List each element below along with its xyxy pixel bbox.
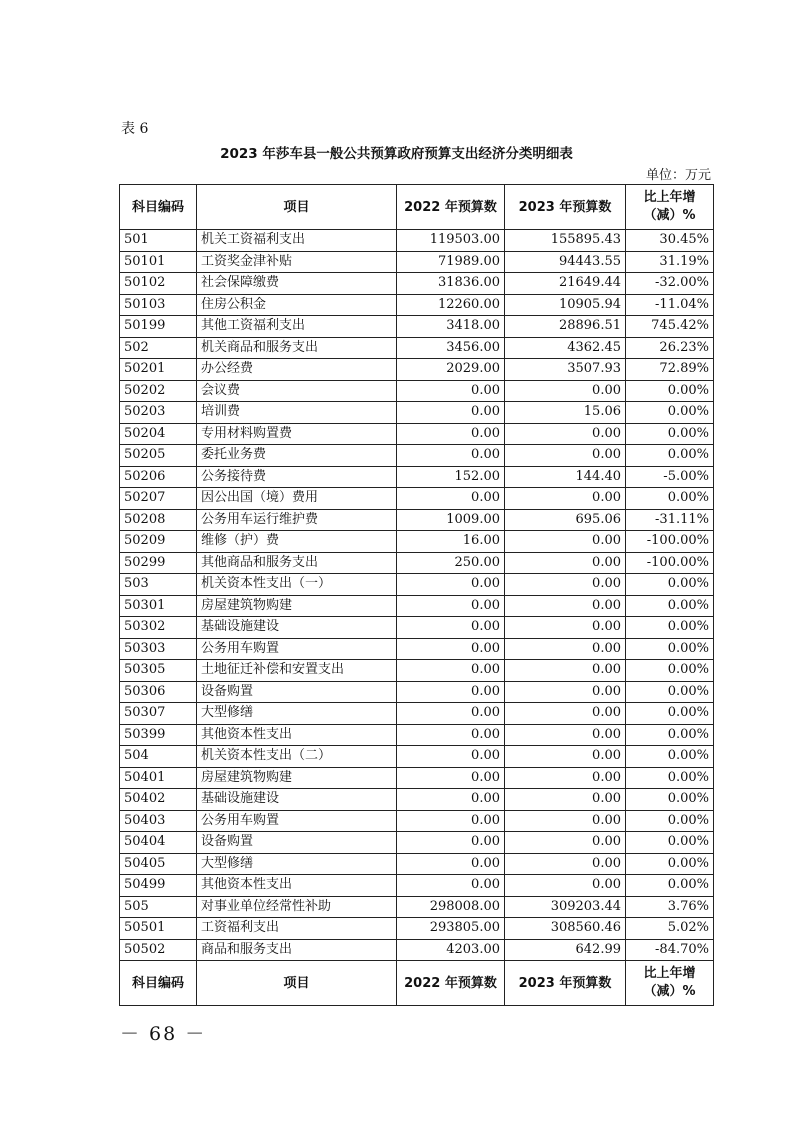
cell-budget-2023: 0.00 (505, 574, 626, 596)
cell-budget-2022: 0.00 (397, 767, 505, 789)
cell-budget-2023: 0.00 (505, 746, 626, 768)
cell-item: 其他资本性支出 (197, 875, 397, 897)
cell-item: 大型修缮 (197, 853, 397, 875)
table-row (120, 359, 714, 381)
cell-code: 501 (120, 230, 197, 252)
cell-code: 50403 (120, 810, 197, 832)
table-row (120, 251, 714, 273)
cell-item: 房屋建筑物购建 (197, 767, 397, 789)
table-row (120, 660, 714, 682)
cell-code: 50203 (120, 402, 197, 424)
footer-header-code: 科目编码 (120, 961, 197, 1006)
cell-code: 503 (120, 574, 197, 596)
cell-change: 0.00% (626, 660, 714, 682)
cell-change: 0.00% (626, 617, 714, 639)
document-title: 2023 年莎车县一般公共预算政府预算支出经济分类明细表 (220, 146, 573, 162)
cell-budget-2022: 0.00 (397, 681, 505, 703)
cell-code: 50204 (120, 423, 197, 445)
header-row (120, 185, 714, 230)
cell-budget-2023: 10905.94 (505, 294, 626, 316)
table-row (120, 896, 714, 918)
table-row (120, 509, 714, 531)
cell-budget-2023: 0.00 (505, 853, 626, 875)
header-item: 项目 (197, 185, 397, 230)
cell-change: 0.00% (626, 445, 714, 467)
cell-budget-2022: 0.00 (397, 595, 505, 617)
cell-budget-2022: 31836.00 (397, 273, 505, 295)
cell-budget-2022: 250.00 (397, 552, 505, 574)
table-row (120, 918, 714, 940)
cell-budget-2022: 2029.00 (397, 359, 505, 381)
cell-item: 专用材料购置费 (197, 423, 397, 445)
table-row (120, 939, 714, 961)
header-code: 科目编码 (120, 185, 197, 230)
cell-item: 设备购置 (197, 681, 397, 703)
cell-budget-2023: 144.40 (505, 466, 626, 488)
cell-budget-2022: 0.00 (397, 789, 505, 811)
cell-code: 50206 (120, 466, 197, 488)
cell-item: 机关资本性支出（二） (197, 746, 397, 768)
cell-code: 50402 (120, 789, 197, 811)
cell-code: 50208 (120, 509, 197, 531)
cell-item: 机关资本性支出（一） (197, 574, 397, 596)
cell-change: 31.19% (626, 251, 714, 273)
cell-code: 50401 (120, 767, 197, 789)
cell-change: 0.00% (626, 681, 714, 703)
cell-change: 0.00% (626, 875, 714, 897)
cell-code: 50404 (120, 832, 197, 854)
cell-budget-2023: 21649.44 (505, 273, 626, 295)
cell-change: 0.00% (626, 703, 714, 725)
cell-change: -11.04% (626, 294, 714, 316)
table-label: 表 6 (121, 121, 149, 137)
budget-table (119, 184, 714, 1006)
cell-item: 工资奖金津补贴 (197, 251, 397, 273)
table-row (120, 574, 714, 596)
table-row (120, 294, 714, 316)
page-number: － 68 － (120, 1023, 207, 1045)
cell-change: 0.00% (626, 488, 714, 510)
cell-budget-2022: 0.00 (397, 810, 505, 832)
cell-code: 50307 (120, 703, 197, 725)
table-row (120, 853, 714, 875)
footer-header-change (626, 961, 714, 1006)
cell-budget-2023: 0.00 (505, 789, 626, 811)
cell-item: 委托业务费 (197, 445, 397, 467)
cell-budget-2023: 0.00 (505, 423, 626, 445)
cell-item: 基础设施建设 (197, 789, 397, 811)
header-change-line1: 比上年增 (643, 190, 696, 205)
cell-item: 商品和服务支出 (197, 939, 397, 961)
cell-change: 0.00% (626, 789, 714, 811)
table-row (120, 703, 714, 725)
cell-item: 公务用车购置 (197, 638, 397, 660)
cell-budget-2023: 155895.43 (505, 230, 626, 252)
cell-budget-2023: 0.00 (505, 617, 626, 639)
cell-item: 公务用车购置 (197, 810, 397, 832)
cell-change: 0.00% (626, 810, 714, 832)
table-row (120, 552, 714, 574)
cell-code: 50103 (120, 294, 197, 316)
cell-code: 502 (120, 337, 197, 359)
cell-code: 50302 (120, 617, 197, 639)
cell-item: 机关工资福利支出 (197, 230, 397, 252)
table-row (120, 488, 714, 510)
footer-header-item: 项目 (197, 961, 397, 1006)
table-row (120, 337, 714, 359)
cell-change: 30.45% (626, 230, 714, 252)
cell-item: 公务接待费 (197, 466, 397, 488)
cell-item: 基础设施建设 (197, 617, 397, 639)
table-row (120, 466, 714, 488)
cell-budget-2023: 0.00 (505, 660, 626, 682)
cell-budget-2022: 0.00 (397, 423, 505, 445)
table-row (120, 402, 714, 424)
table-row (120, 724, 714, 746)
table-row (120, 595, 714, 617)
cell-change: 0.00% (626, 746, 714, 768)
cell-budget-2022: 0.00 (397, 402, 505, 424)
table-row (120, 380, 714, 402)
cell-code: 50102 (120, 273, 197, 295)
cell-budget-2023: 0.00 (505, 638, 626, 660)
cell-item: 因公出国（境）费用 (197, 488, 397, 510)
cell-budget-2022: 0.00 (397, 703, 505, 725)
cell-item: 住房公积金 (197, 294, 397, 316)
table-row (120, 445, 714, 467)
cell-change: 0.00% (626, 832, 714, 854)
cell-budget-2022: 71989.00 (397, 251, 505, 273)
footer-header-row (120, 961, 714, 1006)
cell-change: 0.00% (626, 574, 714, 596)
cell-change: -31.11% (626, 509, 714, 531)
cell-budget-2022: 0.00 (397, 488, 505, 510)
cell-item: 公务用车运行维护费 (197, 509, 397, 531)
cell-change: 745.42% (626, 316, 714, 338)
cell-budget-2022: 0.00 (397, 574, 505, 596)
cell-code: 50306 (120, 681, 197, 703)
footer-header-budget-2022: 2022 年预算数 (397, 961, 505, 1006)
table-row (120, 832, 714, 854)
cell-budget-2023: 0.00 (505, 552, 626, 574)
cell-budget-2022: 12260.00 (397, 294, 505, 316)
table-row (120, 746, 714, 768)
cell-budget-2023: 28896.51 (505, 316, 626, 338)
cell-budget-2023: 0.00 (505, 445, 626, 467)
cell-budget-2023: 94443.55 (505, 251, 626, 273)
cell-budget-2022: 16.00 (397, 531, 505, 553)
cell-item: 房屋建筑物购建 (197, 595, 397, 617)
cell-item: 土地征迁补偿和安置支出 (197, 660, 397, 682)
cell-budget-2023: 0.00 (505, 767, 626, 789)
cell-code: 50405 (120, 853, 197, 875)
cell-change: 0.00% (626, 380, 714, 402)
cell-item: 设备购置 (197, 832, 397, 854)
cell-budget-2023: 308560.46 (505, 918, 626, 940)
table-row (120, 810, 714, 832)
cell-change: 5.02% (626, 918, 714, 940)
table-row (120, 767, 714, 789)
cell-change: 0.00% (626, 724, 714, 746)
cell-change: 72.89% (626, 359, 714, 381)
table-row (120, 316, 714, 338)
cell-code: 50502 (120, 939, 197, 961)
cell-budget-2022: 0.00 (397, 724, 505, 746)
cell-item: 办公经费 (197, 359, 397, 381)
cell-budget-2022: 0.00 (397, 617, 505, 639)
cell-item: 工资福利支出 (197, 918, 397, 940)
cell-budget-2022: 152.00 (397, 466, 505, 488)
cell-change: 0.00% (626, 767, 714, 789)
cell-budget-2023: 0.00 (505, 810, 626, 832)
cell-code: 50399 (120, 724, 197, 746)
footer-header-change-line2: （减）% (643, 984, 696, 999)
cell-budget-2023: 0.00 (505, 488, 626, 510)
cell-item: 社会保障缴费 (197, 273, 397, 295)
table-row (120, 230, 714, 252)
cell-code: 50305 (120, 660, 197, 682)
cell-item: 其他商品和服务支出 (197, 552, 397, 574)
unit-label: 单位：万元 (645, 168, 711, 183)
table-body (120, 230, 714, 961)
cell-code: 50301 (120, 595, 197, 617)
table-row (120, 531, 714, 553)
cell-code: 50201 (120, 359, 197, 381)
cell-budget-2023: 3507.93 (505, 359, 626, 381)
cell-change: 26.23% (626, 337, 714, 359)
cell-budget-2022: 293805.00 (397, 918, 505, 940)
header-budget-2022: 2022 年预算数 (397, 185, 505, 230)
cell-code: 50303 (120, 638, 197, 660)
cell-code: 50101 (120, 251, 197, 273)
cell-budget-2023: 695.06 (505, 509, 626, 531)
header-change-line2: （减）% (643, 208, 696, 223)
cell-code: 50199 (120, 316, 197, 338)
cell-item: 培训费 (197, 402, 397, 424)
cell-budget-2022: 3418.00 (397, 316, 505, 338)
cell-budget-2023: 309203.44 (505, 896, 626, 918)
cell-item: 其他资本性支出 (197, 724, 397, 746)
cell-budget-2023: 4362.45 (505, 337, 626, 359)
cell-change: -100.00% (626, 552, 714, 574)
cell-code: 505 (120, 896, 197, 918)
cell-budget-2023: 0.00 (505, 703, 626, 725)
cell-code: 50299 (120, 552, 197, 574)
cell-budget-2022: 1009.00 (397, 509, 505, 531)
cell-budget-2022: 3456.00 (397, 337, 505, 359)
table-row (120, 681, 714, 703)
cell-budget-2022: 119503.00 (397, 230, 505, 252)
cell-budget-2022: 0.00 (397, 853, 505, 875)
cell-change: 0.00% (626, 402, 714, 424)
cell-item: 会议费 (197, 380, 397, 402)
cell-code: 50501 (120, 918, 197, 940)
cell-code: 50207 (120, 488, 197, 510)
cell-change: 0.00% (626, 423, 714, 445)
cell-budget-2023: 15.06 (505, 402, 626, 424)
cell-budget-2022: 0.00 (397, 746, 505, 768)
cell-budget-2022: 0.00 (397, 638, 505, 660)
table-row (120, 638, 714, 660)
cell-budget-2023: 0.00 (505, 875, 626, 897)
table-row (120, 617, 714, 639)
cell-budget-2022: 0.00 (397, 875, 505, 897)
cell-change: -32.00% (626, 273, 714, 295)
table-row (120, 273, 714, 295)
cell-item: 其他工资福利支出 (197, 316, 397, 338)
cell-change: 0.00% (626, 595, 714, 617)
cell-item: 机关商品和服务支出 (197, 337, 397, 359)
cell-code: 504 (120, 746, 197, 768)
footer-header-budget-2023: 2023 年预算数 (505, 961, 626, 1006)
cell-change: 0.00% (626, 638, 714, 660)
cell-budget-2022: 0.00 (397, 832, 505, 854)
table-row (120, 875, 714, 897)
cell-item: 对事业单位经常性补助 (197, 896, 397, 918)
cell-code: 50202 (120, 380, 197, 402)
cell-change: -5.00% (626, 466, 714, 488)
footer-header-change-line1: 比上年增 (643, 966, 696, 981)
header-budget-2023: 2023 年预算数 (505, 185, 626, 230)
table-row (120, 789, 714, 811)
cell-budget-2022: 0.00 (397, 660, 505, 682)
cell-item: 大型修缮 (197, 703, 397, 725)
cell-budget-2023: 0.00 (505, 724, 626, 746)
cell-budget-2023: 642.99 (505, 939, 626, 961)
cell-item: 维修（护）费 (197, 531, 397, 553)
cell-code: 50205 (120, 445, 197, 467)
cell-budget-2023: 0.00 (505, 595, 626, 617)
header-change (626, 185, 714, 230)
cell-change: -84.70% (626, 939, 714, 961)
cell-budget-2023: 0.00 (505, 681, 626, 703)
cell-budget-2023: 0.00 (505, 380, 626, 402)
cell-change: 0.00% (626, 853, 714, 875)
cell-budget-2023: 0.00 (505, 832, 626, 854)
cell-budget-2022: 0.00 (397, 445, 505, 467)
cell-change: -100.00% (626, 531, 714, 553)
cell-budget-2022: 298008.00 (397, 896, 505, 918)
table-row (120, 423, 714, 445)
cell-code: 50209 (120, 531, 197, 553)
cell-budget-2022: 0.00 (397, 380, 505, 402)
cell-change: 3.76% (626, 896, 714, 918)
cell-code: 50499 (120, 875, 197, 897)
cell-budget-2022: 4203.00 (397, 939, 505, 961)
cell-budget-2023: 0.00 (505, 531, 626, 553)
